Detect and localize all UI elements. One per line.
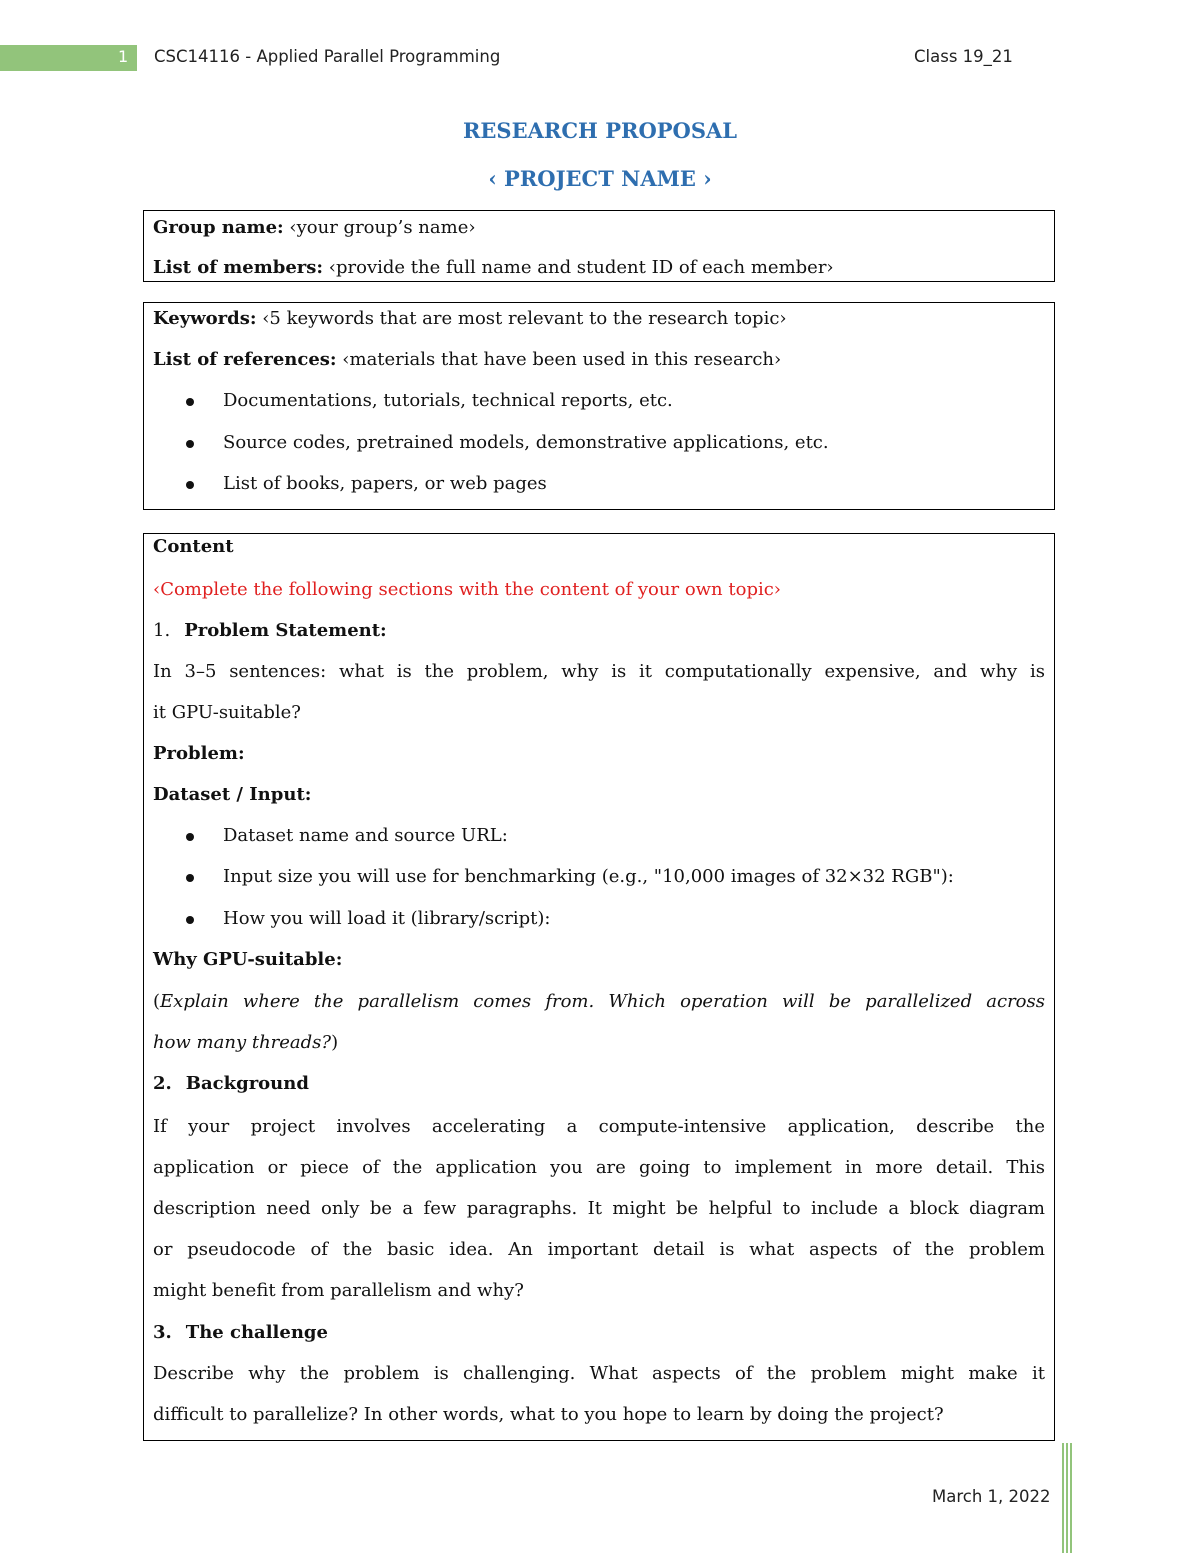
members-value: ‹provide the full name and student ID of each member› bbox=[323, 257, 834, 278]
course-title: CSC14116 - Applied Parallel Programming bbox=[154, 47, 501, 66]
keywords-value: ‹5 keywords that are most relevant to the research topic› bbox=[256, 308, 787, 329]
reference-item: List of books, papers, or web pages bbox=[223, 473, 547, 494]
section-2-heading bbox=[153, 1072, 309, 1096]
section-2-paragraph-line: application or piece of the application you are going to implement in more detail. This bbox=[153, 1157, 1045, 1178]
why-gpu-label: Why GPU-suitable: bbox=[153, 949, 343, 970]
footer-accent-bar bbox=[1070, 1443, 1072, 1553]
section-3-title: The challenge bbox=[185, 1322, 328, 1343]
bullet-icon bbox=[186, 833, 194, 841]
reference-item: Documentations, tutorials, technical reports, etc. bbox=[223, 390, 673, 411]
project-name-placeholder: ‹ PROJECT NAME › bbox=[488, 166, 712, 191]
why-gpu-text-end: how many threads? bbox=[153, 1032, 332, 1053]
members-label: List of members: bbox=[153, 257, 324, 278]
content-heading: Content bbox=[153, 536, 234, 557]
why-close-paren: ) bbox=[331, 1032, 339, 1053]
section-2-title: Background bbox=[185, 1073, 309, 1094]
section-3-heading bbox=[153, 1321, 328, 1345]
keywords-label: Keywords: bbox=[153, 308, 257, 329]
section-1-number: 1. bbox=[153, 620, 171, 641]
section-1-title: Problem Statement: bbox=[184, 620, 387, 641]
dataset-item: How you will load it (library/script): bbox=[223, 908, 551, 929]
dataset-label: Dataset / Input: bbox=[153, 784, 312, 805]
keywords-line bbox=[153, 307, 787, 331]
why-open-paren: ( bbox=[153, 991, 161, 1012]
section-1-paragraph-line: In 3–5 sentences: what is the problem, why is it computationally expensive, and why is bbox=[153, 661, 1045, 682]
section-2-paragraph-line: If your project involves accelerating a compute-intensive application, describe the bbox=[153, 1116, 1045, 1137]
why-gpu-line bbox=[153, 990, 1045, 1014]
problem-label: Problem: bbox=[153, 743, 245, 764]
group-name-label: Group name: bbox=[153, 217, 284, 238]
dataset-item: Dataset name and source URL: bbox=[223, 825, 508, 846]
section-2-paragraph-line: description need only be a few paragraphs. It might be helpful to include a block diagram bbox=[153, 1198, 1045, 1219]
bullet-icon bbox=[186, 440, 194, 448]
footer-accent-bar bbox=[1066, 1443, 1068, 1553]
dataset-item: Input size you will use for benchmarking (e.g., "10,000 images of 32×32 RGB"): bbox=[223, 866, 954, 887]
why-gpu-text: Explain where the parallelism comes from. Which operation will be parallelized across bbox=[160, 991, 1045, 1012]
reference-item: Source codes, pretrained models, demonstrative applications, etc. bbox=[223, 432, 829, 453]
section-3-paragraph-line: difficult to parallelize? In other words, what to you hope to learn by doing the project? bbox=[153, 1404, 944, 1425]
members-line bbox=[153, 256, 834, 280]
bullet-icon bbox=[186, 481, 194, 489]
document-title: RESEARCH PROPOSAL bbox=[462, 118, 738, 143]
group-name-line bbox=[153, 216, 476, 240]
section-3-paragraph-line: Describe why the problem is challenging. What aspects of the problem might make it bbox=[153, 1363, 1045, 1384]
references-value: ‹materials that have been used in this research› bbox=[336, 349, 782, 370]
footer-accent-bar bbox=[1062, 1443, 1064, 1553]
footer-date: March 1, 2022 bbox=[932, 1487, 1051, 1506]
bullet-icon bbox=[186, 916, 194, 924]
why-gpu-line bbox=[153, 1031, 338, 1055]
header-accent-bar bbox=[0, 45, 137, 71]
section-2-number: 2. bbox=[153, 1073, 172, 1094]
section-2-paragraph-line: or pseudocode of the basic idea. An important detail is what aspects of the problem bbox=[153, 1239, 1045, 1260]
references-label: List of references: bbox=[153, 349, 337, 370]
group-name-value: ‹your group’s name› bbox=[283, 217, 476, 238]
bullet-icon bbox=[186, 398, 194, 406]
class-label: Class 19_21 bbox=[914, 47, 1013, 66]
bullet-icon bbox=[186, 874, 194, 882]
section-1-heading bbox=[153, 619, 387, 643]
content-instruction: ‹Complete the following sections with the content of your own topic› bbox=[153, 579, 782, 600]
references-line bbox=[153, 348, 781, 372]
section-1-paragraph-line: it GPU-suitable? bbox=[153, 702, 301, 723]
section-3-number: 3. bbox=[153, 1322, 172, 1343]
page-number: 1 bbox=[118, 47, 129, 66]
section-2-paragraph-line: might benefit from parallelism and why? bbox=[153, 1280, 524, 1301]
